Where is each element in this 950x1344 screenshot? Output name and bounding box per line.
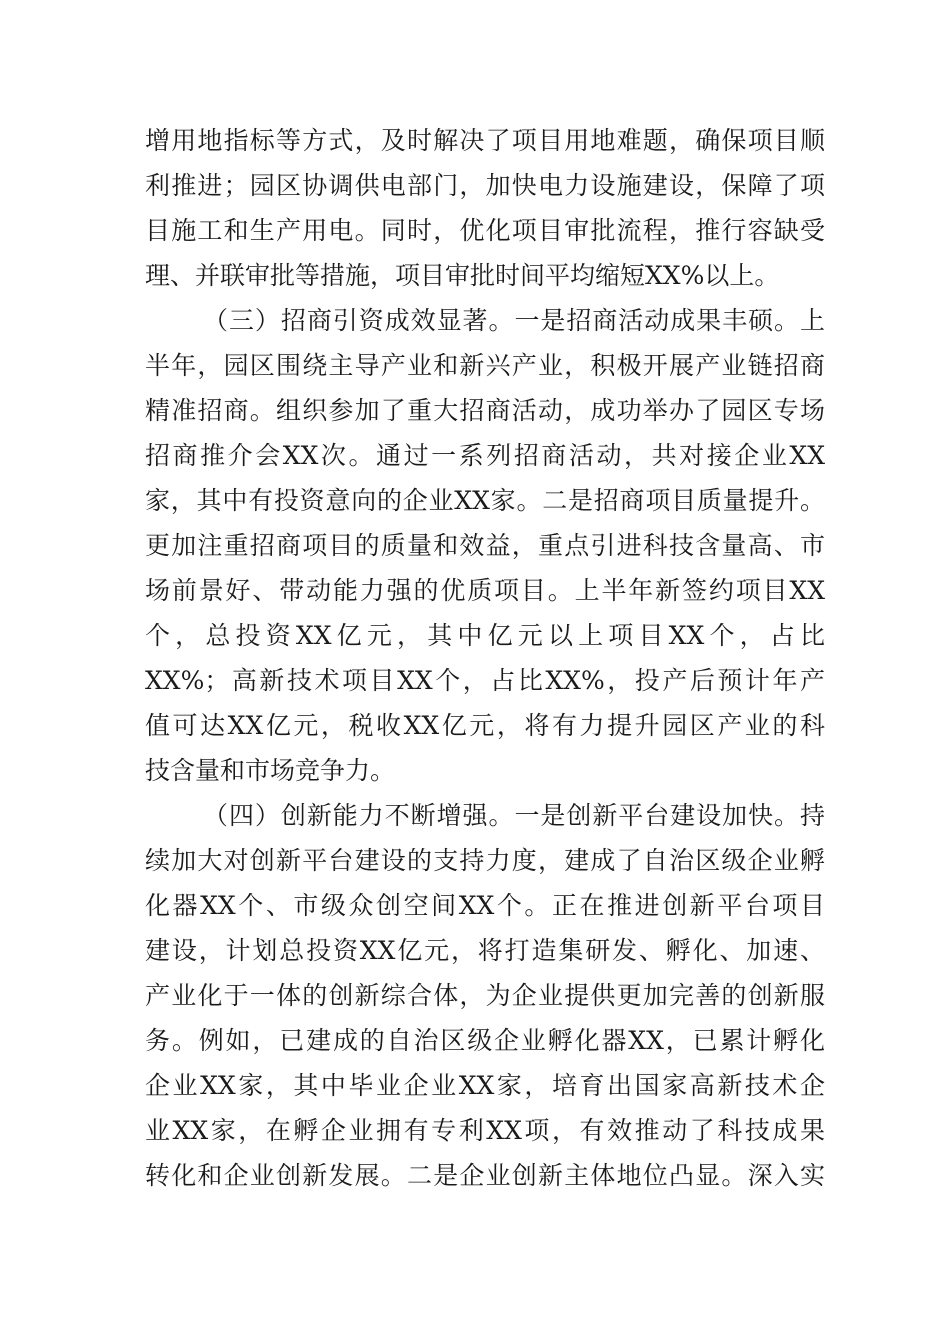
text-line: 个，总投资XX亿元，其中亿元以上项目XX个，占比 <box>145 621 825 650</box>
text-line: 技含量和市场竞争力。 <box>145 756 396 785</box>
text-line: 产业化于一体的创新综合体，为企业提供更加完善的创新服 <box>145 981 825 1010</box>
section-heading-four: （四）创新能力不断增强。一是创新平台建设加快。持 <box>203 801 825 830</box>
text-line: 值可达XX亿元，税收XX亿元，将有力提升园区产业的科 <box>145 711 825 740</box>
text-line: 理、并联审批等措施，项目审批时间平均缩短XX%以上。 <box>145 261 780 290</box>
text-line: 招商推介会XX次。通过一系列招商活动，共对接企业XX <box>145 441 825 470</box>
text-line: 建设，计划总投资XX亿元，将打造集研发、孵化、加速、 <box>145 936 825 965</box>
text-line: 企业XX家，其中毕业企业XX家，培育出国家高新技术企 <box>145 1071 825 1100</box>
text-line: 精准招商。组织参加了重大招商活动，成功举办了园区专场 <box>145 396 825 425</box>
text-line: 续加大对创新平台建设的支持力度，建成了自治区级企业孵 <box>145 846 825 875</box>
body-text <box>145 118 825 1198</box>
text-line: 业XX家，在孵企业拥有专利XX项，有效推动了科技成果 <box>145 1116 825 1145</box>
text-line: 家，其中有投资意向的企业XX家。二是招商项目质量提升。 <box>145 486 825 515</box>
section-heading-three: （三）招商引资成效显著。一是招商活动成果丰硕。上 <box>203 306 825 335</box>
text-line: 半年，园区围绕主导产业和新兴产业，积极开展产业链招商 <box>145 351 825 380</box>
text-line: 场前景好、带动能力强的优质项目。上半年新签约项目XX <box>145 576 825 605</box>
text-line: 务。例如，已建成的自治区级企业孵化器XX，已累计孵化 <box>145 1026 825 1055</box>
text-line: 更加注重招商项目的质量和效益，重点引进科技含量高、市 <box>145 531 825 560</box>
text-line: 转化和企业创新发展。二是企业创新主体地位凸显。深入实 <box>145 1161 825 1190</box>
text-line: 增用地指标等方式，及时解决了项目用地难题，确保项目顺 <box>145 126 825 155</box>
text-line: 目施工和生产用电。同时，优化项目审批流程，推行容缺受 <box>145 216 825 245</box>
text-line: 化器XX个、市级众创空间XX个。正在推进创新平台项目 <box>145 891 825 920</box>
text-line: 利推进；园区协调供电部门，加快电力设施建设，保障了项 <box>145 171 825 200</box>
text-line: XX%；高新技术项目XX个，占比XX%，投产后预计年产 <box>145 666 825 695</box>
